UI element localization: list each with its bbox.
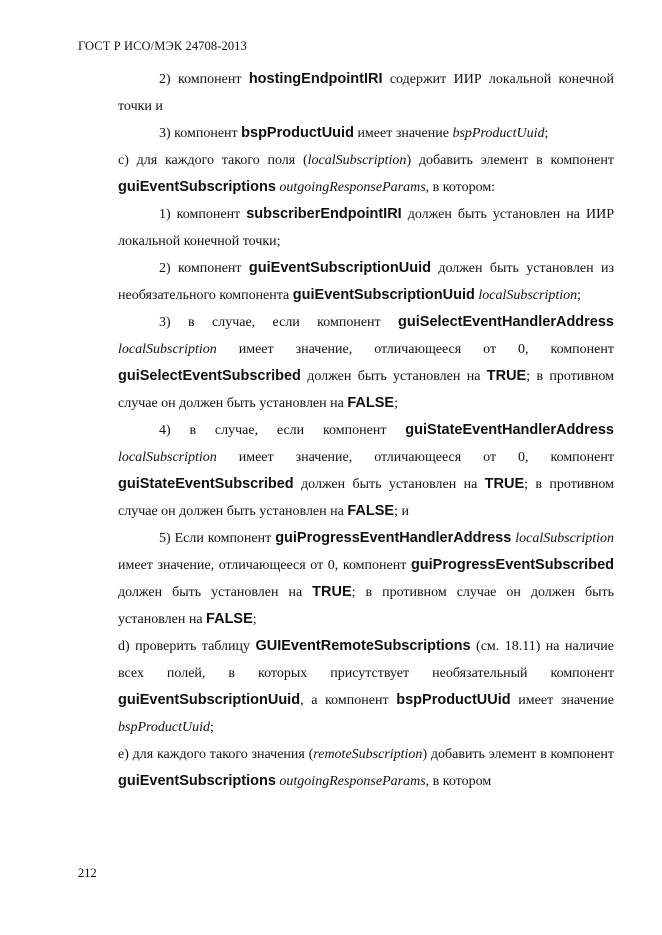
- paragraph-subscriber-endpoint: [118, 201, 614, 255]
- code-term: TRUE: [486, 368, 527, 384]
- text: ; в противном случае он должен быть установлен на: [118, 585, 615, 627]
- paragraph-hosting-endpoint: [118, 66, 614, 120]
- text: ; и: [394, 504, 409, 519]
- italic-term: outgoingResponseParams: [279, 774, 426, 789]
- code-term: guiProgressEventHandlerAddress: [275, 530, 512, 546]
- code-term: guiStateEventSubscribed: [118, 476, 294, 492]
- text: ; в противном случае он должен быть установлен на: [118, 477, 614, 519]
- text: ;: [210, 720, 214, 735]
- paragraph-item-c: [118, 147, 614, 201]
- code-term: guiEventSubscriptions: [118, 179, 276, 195]
- text: ;: [394, 396, 398, 411]
- code-term: guiSelectEventHandlerAddress: [398, 314, 614, 330]
- code-term: bspProductUuid: [241, 125, 354, 141]
- italic-term: bspProductUuid: [118, 720, 211, 735]
- text: (см. 18.11) на наличие всех полей, в которых присутствует необязательный компонент: [118, 639, 615, 681]
- text: имеет значение, отличающееся от 0, компонент: [216, 450, 614, 465]
- document-body: [118, 66, 614, 795]
- text: 3) компонент: [159, 126, 242, 141]
- text: e) для каждого такого значения (: [118, 747, 314, 762]
- italic-term: localSubscription: [118, 450, 217, 465]
- text: ;: [252, 612, 257, 627]
- text: имеет значение: [353, 126, 453, 141]
- code-term: FALSE: [206, 611, 253, 627]
- code-term: guiProgressEventSubscribed: [410, 557, 614, 573]
- page-number: 212: [78, 866, 97, 880]
- text: 3) в случае, если компонент: [159, 315, 399, 330]
- text: ; в противном случае он должен быть установлен на: [118, 369, 614, 411]
- code-term: bspProductUUid: [396, 692, 511, 708]
- code-term: TRUE: [312, 584, 352, 600]
- text: должен быть установлен на: [293, 477, 485, 492]
- page-header: ГОСТ Р ИСО/МЭК 24708-2013: [78, 39, 247, 53]
- text: должен быть установлен из необязательного компонента: [118, 261, 614, 303]
- text: имеет значение, отличающееся от 0, компонент: [216, 342, 614, 357]
- paragraph-select-event: [118, 309, 614, 417]
- italic-term: outgoingResponseParams: [279, 180, 426, 195]
- code-term: guiEventSubscriptions: [118, 773, 276, 789]
- paragraph-subscription-uuid: [118, 255, 614, 309]
- text: ;: [544, 126, 549, 141]
- text: содержит ИИР локальной конечной точки и: [118, 72, 614, 114]
- code-term: subscriberEndpointIRI: [246, 206, 402, 222]
- code-term: TRUE: [484, 476, 525, 492]
- code-term: hostingEndpointIRI: [248, 71, 383, 87]
- paragraph-bsp-product-uuid: [118, 120, 614, 147]
- text: 1) компонент: [159, 207, 247, 222]
- code-term: guiEventSubscriptionUuid: [118, 692, 301, 708]
- text: 2) компонент: [159, 261, 249, 276]
- italic-term: remoteSubscription: [313, 747, 423, 762]
- text: должен быть установлен на: [118, 585, 313, 600]
- italic-term: localSubscription: [478, 288, 578, 303]
- text: , в котором:: [425, 180, 496, 195]
- code-term: FALSE: [347, 503, 395, 519]
- paragraph-progress-event: [118, 525, 614, 633]
- italic-term: localSubscription: [515, 531, 615, 546]
- text: 2) компонент: [159, 72, 249, 87]
- code-term: guiEventSubscriptionUuid: [248, 260, 431, 276]
- italic-term: localSubscription: [118, 342, 217, 357]
- text: ) добавить элемент в компонент: [422, 747, 614, 762]
- code-term: guiSelectEventSubscribed: [118, 368, 301, 384]
- text: c) для каждого такого поля (: [118, 153, 308, 168]
- text: 4) в случае, если компонент: [159, 423, 406, 438]
- paragraph-state-event: [118, 417, 614, 525]
- text: должен быть установлен на: [300, 369, 487, 384]
- text: ) добавить элемент в компонент: [406, 153, 614, 168]
- code-term: guiStateEventHandlerAddress: [405, 422, 614, 438]
- text: 5) Если компонент: [159, 531, 276, 546]
- italic-term: localSubscription: [307, 153, 407, 168]
- text: имеет значение: [510, 693, 614, 708]
- text: ;: [577, 288, 582, 303]
- paragraph-item-e: [118, 741, 614, 795]
- code-term: guiEventSubscriptionUuid: [292, 287, 475, 303]
- text: имеет значение, отличающееся от 0, компонент: [118, 558, 411, 573]
- text: , в котором: [425, 774, 492, 789]
- code-term: FALSE: [347, 395, 395, 411]
- paragraph-item-d: [118, 633, 614, 741]
- italic-term: bspProductUuid: [452, 126, 545, 141]
- text: должен быть установлен на ИИР локальной конечной точки;: [118, 207, 614, 249]
- code-term: GUIEventRemoteSubscriptions: [255, 638, 471, 654]
- text: d) проверить таблицу: [118, 639, 256, 654]
- text: , а компонент: [300, 693, 397, 708]
